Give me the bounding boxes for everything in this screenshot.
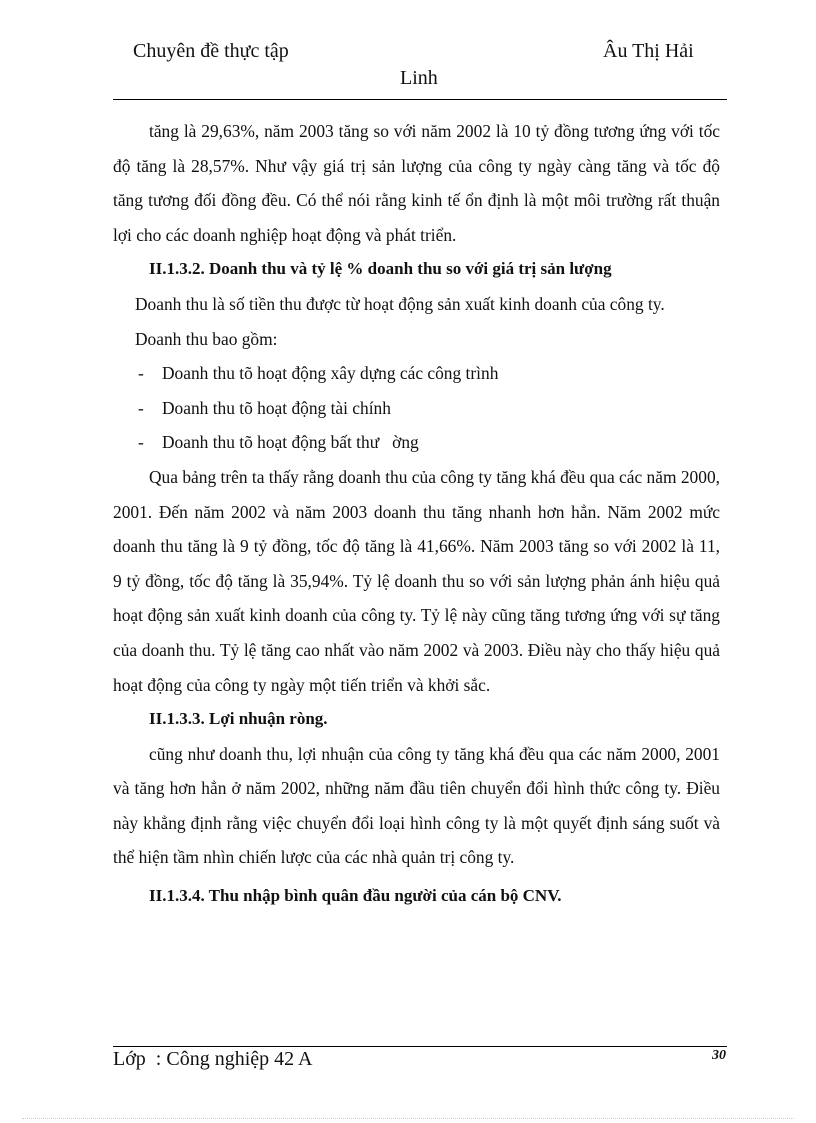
- section-heading-4: II.1.3.4. Thu nhập bình quân đầu người của cán bộ CNV.: [149, 886, 562, 906]
- header-divider: [113, 99, 727, 100]
- list-item-text: Doanh thu tõ hoạt động xây dựng các công trình: [162, 363, 499, 384]
- page-number: 30: [712, 1048, 726, 1063]
- list-item: [113, 356, 720, 391]
- list-item: [113, 391, 720, 426]
- list-item: [113, 425, 720, 460]
- section-heading-3: II.1.3.3. Lợi nhuận ròng.: [149, 709, 328, 729]
- header-title: Chuyên đề thực tập: [133, 40, 289, 62]
- paragraph-2a: Doanh thu là số tiền thu được từ hoạt động sản xuất kinh doanh của công ty.: [135, 293, 665, 314]
- footer-class: Lớp : Công nghiệp 42 A: [113, 1048, 313, 1070]
- dash-marker: -: [138, 363, 144, 384]
- header-author: Âu Thị Hải: [603, 40, 694, 62]
- paragraph-2b: Doanh thu bao gồm:: [135, 328, 278, 349]
- paragraph-4: cũng như doanh thu, lợi nhuận của công ty tăng khá đều qua các năm 2000, 2001 và tăng hơn hẳn ở năm 2002, những năm đầu tiên chuyển đổi hình thức công ty. Điều này khẳng định rằng việc chuyển đổi loại hình công ty là một quyết định sáng suốt và thể hiện tầm nhìn chiến lược của các nhà quản trị công ty.: [113, 743, 720, 868]
- list-item-text: Doanh thu tõ hoạt động bất thư ờng: [162, 432, 419, 453]
- list-item-text: Doanh thu tõ hoạt động tài chính: [162, 397, 391, 418]
- paragraph-3: Qua bảng trên ta thấy rằng doanh thu của công ty tăng khá đều qua các năm 2000, 2001. Đến năm 2002 và năm 2003 doanh thu tăng nhanh hơn hẳn. Năm 2002 mức doanh thu tăng là 9 tỷ đồng, tốc độ tăng là 41,66%. Năm 2003 tăng so với 2002 là 11, 9 tỷ đồng, tốc độ tăng là 35,94%. Tỷ lệ doanh thu so với sản lượng phản ánh hiệu quả hoạt động sản xuất kinh doanh của công ty. Tỷ lệ này cũng tăng tương ứng với sự tăng của doanh thu. Tỷ lệ tăng cao nhất vào năm 2002 và 2003. Điều này cho thấy hiệu quả hoạt động của công ty ngày một tiến triển và khởi sắc.: [113, 466, 720, 695]
- dash-marker: -: [138, 397, 144, 418]
- paragraph-1: tăng là 29,63%, năm 2003 tăng so với năm 2002 là 10 tỷ đồng tương ứng với tốc độ tăng là 28,57%. Như vậy giá trị sản lượng của công ty ngày càng tăng và tốc độ tăng tương đối đồng đều. Có thể nói rằng kinh tế ổn định là một môi trường rất thuận lợi cho các doanh nghiệp hoạt động và phát triển.: [113, 121, 720, 245]
- footer-divider: [113, 1046, 727, 1047]
- dash-marker: -: [138, 432, 144, 453]
- page-edge-dots: [22, 1118, 794, 1119]
- section-heading-2: II.1.3.2. Doanh thu và tỷ lệ % doanh thu so với giá trị sản lượng: [149, 259, 612, 279]
- document-body: [113, 114, 720, 914]
- header-author-continued: Linh: [400, 67, 438, 89]
